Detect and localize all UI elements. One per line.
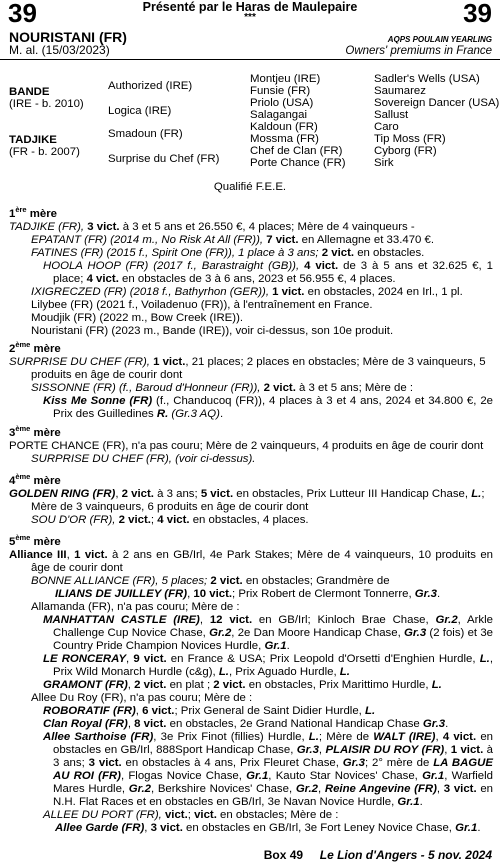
text-segment: ; Prix General de Saint Didier Hurdle, (174, 704, 365, 717)
text-segment: 4 vict. (304, 259, 339, 272)
text-segment: Gr.3 (342, 756, 365, 769)
text-segment: 3 vict. (443, 782, 477, 795)
text-segment: à 2 ans en GB/Irl, 4e Park Stakes; Mère de 4 vainqueurs, 10 produits en âge de courir dont (31, 548, 493, 574)
text-segment: ; Mère de 3 vainqueurs, 6 produits en âge de courir dont (31, 487, 485, 513)
text-segment: MANHATTAN CASTLE (IRE) (43, 613, 200, 626)
text-segment: 1 vict. (74, 548, 108, 561)
text-segment: L. (339, 665, 350, 678)
text-segment: Gr.1 (246, 769, 269, 782)
dam1-section (9, 203, 493, 338)
text-segment: L. (471, 487, 482, 500)
text-segment: 2 vict. (118, 513, 151, 526)
text-segment: 2 vict. (263, 381, 296, 394)
text-segment: Gr.2 (295, 782, 318, 795)
text-segment: . (436, 587, 441, 600)
text-segment: en plat ; (166, 678, 214, 691)
produce-line (9, 731, 493, 809)
text-segment: , Prix Aguado Hurdle, (228, 665, 340, 678)
dam2-section (9, 338, 493, 421)
text-segment: en GB/Irl; Kinloch Brae Chase, (252, 613, 436, 626)
lot-number-left: 39 (8, 0, 37, 28)
text-segment (303, 848, 320, 862)
text-segment: L. (218, 665, 229, 678)
text-segment: SOU D'OR (FR), (31, 513, 119, 526)
text-segment: Alliance III (9, 548, 67, 561)
text-segment: en N.H. Flat Races et en obstacles en GB/Irl, 3e Navan Novice Hurdle, (53, 782, 493, 808)
produce-line (9, 260, 493, 286)
gen4-2: Saumarez (374, 85, 426, 97)
dam4-line (9, 488, 493, 514)
text-segment: Gr.2 (435, 613, 458, 626)
text-segment: 2 vict. (210, 574, 243, 587)
text-segment: en obstacles, 2024 en Irl., 1 pl. (304, 285, 463, 298)
text-segment: , Berkshire Novices' Chase, (150, 782, 296, 795)
produce-line (9, 822, 493, 835)
text-segment: Allee Garde (FR) (55, 821, 145, 834)
text-segment: 1 vict. (272, 285, 305, 298)
text-segment: , (66, 548, 75, 561)
text-segment: 5 (9, 535, 16, 548)
dam4-heading (9, 470, 493, 488)
produce-line: SURPRISE DU CHEF (FR), (voir ci-dessus). (31, 452, 256, 465)
text-segment: Gr.2 (128, 782, 151, 795)
text-segment: LE RONCERAY (43, 652, 127, 665)
gen4-6: Tip Moss (FR) (374, 133, 446, 145)
text-segment: ; Prix Robert de Clermont Tonnerre, (232, 587, 415, 600)
text-segment: Gr.1 (264, 639, 287, 652)
text-segment: , (127, 717, 135, 730)
owners-premiums: Owners' premiums in France (345, 45, 492, 57)
sex-birth: M. al. (15/03/2023) (9, 43, 110, 57)
text-segment: . (419, 795, 423, 808)
text-segment: 2 vict. (121, 487, 154, 500)
text-segment: (Gr.3 AQ) (171, 407, 220, 420)
produce-line (9, 382, 493, 395)
text-segment: en obstacles; Mère de : (216, 808, 339, 821)
text-segment: , 3e Prix Finot (fillies) Hurdle, (153, 730, 309, 743)
text-segment: HOOLA HOOP (FR) (2017 f., Barastraight (GB)), (43, 259, 305, 272)
text-segment: en obstacles, Prix Marittimo Hurdle, (245, 678, 432, 691)
gen2-3: Smadoun (FR) (108, 128, 183, 140)
text-segment: 3 vict. (88, 756, 122, 769)
text-segment: 4 vict. (86, 272, 119, 285)
lot-number-right: 39 (463, 0, 492, 28)
text-segment: ; Mère de (318, 730, 374, 743)
text-segment: . (445, 717, 449, 730)
produce-line: Allee Du Roy (FR), n'a pas couru; Mère de : (31, 691, 253, 704)
text-segment: 10 vict. (193, 587, 233, 600)
dam3-section (9, 422, 493, 466)
text-segment: 3 (9, 426, 16, 439)
text-segment: ème (15, 340, 31, 349)
text-segment: ALLEE DU PORT (FR), (43, 808, 165, 821)
dam2-heading (9, 338, 493, 356)
text-segment: vict. (164, 808, 188, 821)
text-segment: ème (15, 424, 31, 433)
text-segment: à 3 ans; (53, 743, 493, 769)
text-segment: . (477, 821, 481, 834)
text-segment: 3 vict. (87, 220, 120, 233)
dam1-heading (9, 203, 493, 221)
text-segment: , Warfield Mares Hurdle, (53, 769, 493, 795)
text-segment: L. (479, 652, 490, 665)
text-segment: ème (15, 472, 31, 481)
text-segment: 4 vict. (157, 513, 190, 526)
text-segment: en obstacles à 4 ans, Prix Fleuret Chase, (121, 756, 343, 769)
text-segment: , Flogas Novice Chase, (120, 769, 247, 782)
footer (264, 849, 492, 862)
text-segment: 4 vict. (442, 730, 477, 743)
text-segment: en obstacles, Prix Lutteur III Handicap Chase, (233, 487, 472, 500)
text-segment: en obstacles en GB/Irl, 3e Fort Leney Novice Chase, (182, 821, 456, 834)
text-segment: (2 fois) et 3e Country Pride Champion Novices Hurdle, (53, 626, 493, 652)
heading-sup: ère (15, 205, 27, 214)
text-segment: 5 vict. (200, 487, 234, 500)
text-segment: WALT (IRE) (373, 730, 436, 743)
gen3-1: Montjeu (IRE) (250, 73, 321, 85)
produce-line (9, 588, 493, 601)
dam3-heading (9, 422, 493, 440)
event-info: Le Lion d'Angers - 5 nov. 2024 (319, 848, 492, 862)
text-segment: , Arkle Challenge Cup Novice Chase, (53, 613, 493, 639)
dam-info: (FR - b. 2007) (9, 146, 80, 158)
sire-name: BANDE (9, 86, 50, 98)
text-segment: FATINES (FR) (2015 f., Spirit One (FR)), 1 place à 3 ans; (31, 246, 322, 259)
dam5-section (9, 531, 493, 835)
heading-word: mère (26, 207, 58, 220)
text-segment: , Kauto Star Novices' Chase, (268, 769, 423, 782)
produce-line (9, 705, 493, 718)
text-segment: ; 2° mère de (364, 756, 434, 769)
produce-line (9, 575, 493, 588)
text-segment: GRAMONT (FR) (43, 678, 128, 691)
text-segment: en obstacles, 2e Grand National Handicap Chase (166, 717, 423, 730)
text-segment: , 21 places; 2 places en obstacles; Mère de 3 vainqueurs, 5 produits en âge de courir dont (31, 355, 486, 381)
text-segment: , (199, 613, 210, 626)
text-segment: PLAISIR DU ROY (FR) (325, 743, 445, 756)
text-segment: GOLDEN RING (FR) (9, 487, 116, 500)
text-segment: de 3 à 5 ans et 32.625 €, 1 place; (53, 259, 494, 285)
text-segment: 8 vict. (134, 717, 167, 730)
gen4-8: Sirk (374, 157, 394, 169)
gen2-4: Surprise du Chef (FR) (108, 153, 220, 165)
text-segment: 6 vict. (142, 704, 175, 717)
gen3-2: Funsie (FR) (250, 85, 311, 97)
text-segment: ème (15, 533, 31, 542)
gen4-5: Caro (374, 121, 399, 133)
text-segment: , (317, 782, 325, 795)
produce-line: Moudjik (FR) (2022 m., Bow Creek (IRE)). (31, 311, 244, 324)
produce-line: Allamanda (FR), n'a pas couru; Mère de : (31, 600, 240, 613)
text-segment: , (115, 487, 122, 500)
text-segment: en France & USA; Prix Leopold d'Orsetti d'Enghien Hurdle, (166, 652, 480, 665)
text-segment: , (444, 743, 451, 756)
text-segment: 2 vict. (213, 678, 246, 691)
text-segment: à 3 et 5 ans; Mère de : (295, 381, 414, 394)
dam2-line (9, 356, 493, 382)
text-segment: en obstacles. (354, 246, 425, 259)
text-segment: mère (30, 535, 61, 548)
produce-line (9, 679, 493, 692)
text-segment: ; (150, 513, 158, 526)
qualification: Qualifié F.E.E. (213, 181, 287, 193)
produce-line (9, 809, 493, 822)
sire-info: (IRE - b. 2010) (9, 98, 84, 110)
gen4-3: Sovereign Dancer (USA) (374, 97, 500, 109)
text-segment: , (435, 730, 443, 743)
text-segment: 9 vict. (133, 652, 167, 665)
text-segment: Allee Sarthoise (FR) (43, 730, 154, 743)
dam5-heading (9, 531, 493, 549)
dam-name: TADJIKE (9, 134, 57, 146)
text-segment: Gr.3 (414, 587, 437, 600)
text-segment: Gr.3 (296, 743, 319, 756)
box-number: Box 49 (263, 848, 304, 862)
text-segment: , (135, 704, 143, 717)
produce-line (9, 653, 493, 679)
category: AQPS POULAIN YEARLING (387, 35, 492, 44)
text-segment: Gr.2 (209, 626, 232, 639)
text-segment: . (286, 639, 290, 652)
text-segment: 2 (9, 342, 16, 355)
gen4-1: Sadler's Wells (USA) (374, 73, 480, 85)
text-segment: (f., Chanducoq (FR)), 4 places à 3 et 4 ans, 2024 et 34.800 €, 2e Prix des Guilledines (53, 394, 493, 420)
produce-line: Nouristani (FR) (2023 m., Bande (IRE)), voir ci-dessus, son 10e produit. (31, 324, 394, 337)
gen3-6: Mossma (FR) (250, 133, 319, 145)
text-segment: 2 vict. (134, 678, 167, 691)
produce-line: Lilybee (FR) (2021 f., Voiladenuo (FR)), à l'entraînement en France. (31, 298, 373, 311)
text-segment: à 3 ans; (153, 487, 201, 500)
produce-line (9, 718, 493, 731)
text-segment: 3 vict. (150, 821, 183, 834)
text-segment: mère (30, 426, 61, 439)
text-segment: mère (30, 474, 61, 487)
gen4-7: Cyborg (FR) (374, 145, 437, 157)
produce-line (9, 614, 493, 653)
text-segment: L. (308, 730, 319, 743)
text-segment: SISSONNE (FR) (f., Baroud d'Honneur (FR)), (31, 381, 264, 394)
text-segment: Gr.1 (397, 795, 420, 808)
gen4-4: Sallust (374, 109, 409, 121)
horse-name: NOURISTANI (FR) (9, 29, 127, 45)
gen3-4: Salagangai (250, 109, 308, 121)
text-segment: EPATANT (FR) (2014 m., No Risk At All (FR)), (31, 233, 267, 246)
dam3-line: PORTE CHANCE (FR), n'a pas couru; Mère de 2 vainqueurs, 4 produits en âge de courir dont (9, 439, 484, 452)
text-segment: en obstacles; Grandmère de (242, 574, 390, 587)
stars: *** (244, 12, 256, 23)
text-segment: , (127, 678, 135, 691)
text-segment: mère (30, 342, 61, 355)
text-segment: en Allemagne et 33.470 €. (298, 233, 435, 246)
text-segment: à 3 et 5 ans et 26.550 €, 4 places; Mère de 4 vainqueurs - (119, 220, 415, 233)
text-segment: en obstacles de 3 à 6 ans, 2023 et 56.955 €, 4 places. (118, 272, 396, 285)
text-segment: , (436, 782, 444, 795)
text-segment: 2 vict. (321, 246, 355, 259)
text-segment: Reine Angevine (FR) (324, 782, 437, 795)
text-segment: en obstacles en GB/Irl, 888Sport Handicap Chase, (53, 730, 493, 756)
text-segment: , (318, 743, 326, 756)
text-segment: , 2e Dan Moore Handicap Chase, (231, 626, 405, 639)
text-segment: L. (365, 704, 376, 717)
text-segment: , (144, 821, 151, 834)
gen2-1: Authorized (IRE) (108, 80, 193, 92)
produce-line (9, 234, 493, 247)
text-segment: , Prix Wild Monarch Hurdle (c&g), (53, 652, 493, 678)
text-segment: , (187, 587, 194, 600)
text-segment: en obstacles, 4 places. (189, 513, 309, 526)
produce-line (9, 286, 493, 299)
gen3-8: Porte Chance (FR) (250, 157, 346, 169)
gen3-5: Kaldoun (FR) (250, 121, 318, 133)
text-segment: Gr.3 (422, 717, 446, 730)
text-segment: ROBORATIF (FR) (43, 704, 136, 717)
produce-line (9, 395, 493, 421)
text-segment: 12 vict. (209, 613, 253, 626)
text-segment: LA BAGUE AU ROI (FR) (53, 756, 493, 782)
gen2-2: Logica (IRE) (108, 105, 172, 117)
text-segment: Clan Royal (FR) (43, 717, 128, 730)
text-segment: Kiss Me Sonne (FR) (43, 394, 153, 407)
text-segment: BONNE ALLIANCE (FR), 5 places; (31, 574, 211, 587)
produce-line (9, 247, 493, 260)
dam4-section (9, 470, 493, 527)
text-segment: 1 vict. (450, 743, 484, 756)
text-segment: Gr.1 (422, 769, 445, 782)
text-segment: IXIGRECZED (FR) (2018 f., Bathyrhon (GER)), (31, 285, 273, 298)
text-segment: 4 (9, 474, 16, 487)
text-segment: . (219, 407, 224, 420)
presenter: Présenté par le Haras de Maulepaire (142, 0, 358, 14)
text-segment: , (126, 652, 134, 665)
text-segment: SURPRISE DU CHEF (FR), (9, 355, 154, 368)
heading-num: 1 (9, 207, 16, 220)
text-segment: Gr.3 (404, 626, 427, 639)
text-segment: 7 vict. (266, 233, 299, 246)
dam5-line (9, 549, 493, 575)
text-segment: vict. (194, 808, 217, 821)
text-segment: ; (187, 808, 195, 821)
produce-line (9, 514, 493, 527)
header-divider (0, 59, 500, 60)
text-segment: R. (156, 407, 169, 420)
text-segment: 1 vict. (153, 355, 186, 368)
gen3-3: Priolo (USA) (250, 97, 314, 109)
text-segment: L. (431, 678, 442, 691)
text-segment: TADJIKE (FR), (9, 220, 88, 233)
text-segment: ILIANS DE JUILLEY (FR) (55, 587, 188, 600)
gen3-7: Chef de Clan (FR) (250, 145, 343, 157)
text-segment: Gr.1 (455, 821, 478, 834)
dam1-line (9, 221, 493, 234)
